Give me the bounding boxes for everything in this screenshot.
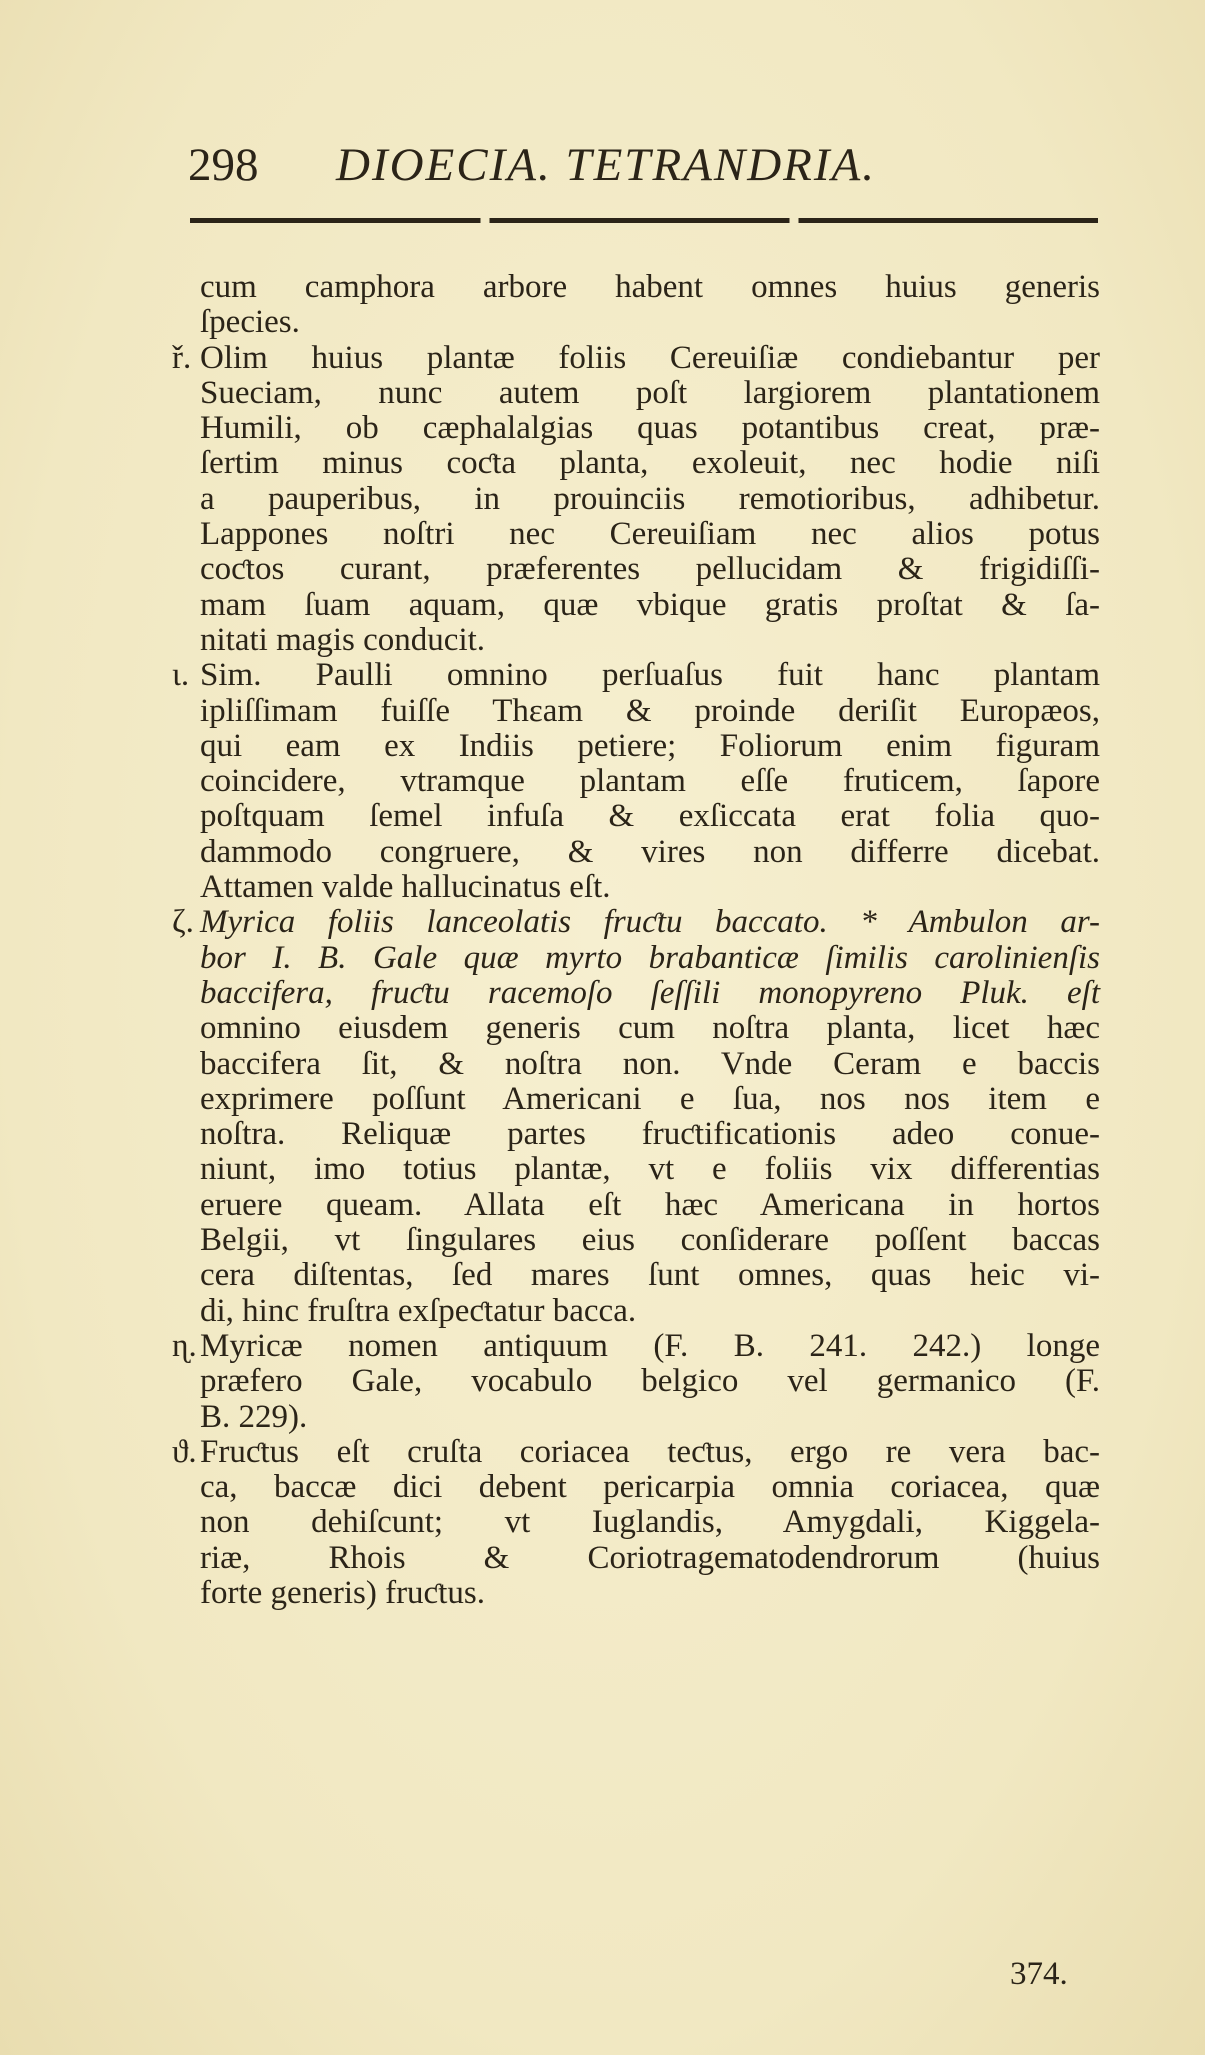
header-rule — [190, 218, 1098, 223]
page-header — [188, 130, 1103, 200]
text-line — [172, 1327, 1100, 1364]
text-line — [200, 1541, 1100, 1576]
text-line — [200, 729, 1100, 764]
line-text: baccifera ſit, & noſtra non. Vnde Ceram e baccis — [200, 1045, 1100, 1082]
line-text: Myricæ nomen antiquum (F. B. 241. 242.) longe — [200, 1327, 1100, 1364]
text-line — [200, 1117, 1100, 1152]
text-line — [200, 1188, 1100, 1223]
text-line — [200, 976, 1100, 1011]
note-marker: ɩ. — [172, 657, 190, 694]
line-text: ca, baccæ dici debent pericarpia omnia coriacea, quæ — [200, 1469, 1100, 1506]
line-text: mam ſuam aquam, quæ vbique gratis proſtat & ſa- — [200, 586, 1100, 623]
line-text: cera diſtentas, ſed mares ſunt omnes, quas heic vi- — [200, 1257, 1100, 1294]
text-line — [200, 270, 1100, 305]
line-text: omnino eiusdem generis cum noſtra planta, licet hæc — [200, 1010, 1100, 1047]
text-line — [200, 694, 1100, 729]
line-text: ipliſſimam fuiſſe Thεam & proinde deriſit Europæos, — [200, 692, 1100, 729]
line-text: eruere queam. Allata eſt hæc Americana in hortos — [200, 1186, 1100, 1223]
line-text: baccifera, fruƈtu racemoſo ſeſſili monopyreno Pluk. eſt — [200, 974, 1100, 1011]
line-text: præfero Gale, vocabulo belgico vel germanico (F. — [200, 1363, 1100, 1400]
text-line — [200, 517, 1100, 552]
signature-mark: 374. — [1010, 1956, 1068, 1992]
text-line — [200, 870, 1100, 905]
text-line — [200, 764, 1100, 799]
line-text: poſtquam ſemel infuſa & exſiccata erat folia quo- — [200, 798, 1100, 835]
line-text: B. 229). — [200, 1398, 308, 1435]
paragraph — [172, 657, 1100, 906]
line-text: niunt, imo totius plantæ, vt e foliis vix differentias — [200, 1151, 1100, 1188]
text-line — [200, 1047, 1100, 1082]
line-text: di, hinc fruſtra exſpeƈtatur bacca. — [200, 1292, 637, 1329]
line-text: Myrica foliis lanceolatis fruƈtu baccato. * Ambulon ar- — [200, 904, 1100, 941]
note-marker: ɳ. — [172, 1327, 197, 1364]
line-text: bor I. B. Gale quæ myrto brabanticæ ſimilis carolinienſis — [200, 939, 1100, 976]
text-line — [172, 1433, 1100, 1470]
text-line — [172, 904, 1100, 941]
line-text: Olim huius plantæ foliis Cereuiſiæ condiebantur per — [200, 339, 1100, 376]
text-line — [200, 1400, 1100, 1435]
text-line — [200, 1470, 1100, 1505]
note-marker: ř. — [172, 339, 192, 376]
paragraph — [172, 1327, 1100, 1435]
line-text: ſpecies. — [200, 304, 300, 341]
paragraph — [172, 1433, 1100, 1611]
text-line — [200, 1576, 1100, 1611]
text-line — [200, 482, 1100, 517]
text-body — [172, 269, 1100, 1611]
line-text: cum camphora arbore habent omnes huius generis — [200, 269, 1100, 305]
line-text: coƈtos curant, præferentes pellucidam & frigidiſſi- — [200, 551, 1100, 588]
line-text: Fruƈtus eſt cruſta coriacea teƈtus, ergo re vera bac- — [200, 1433, 1100, 1470]
text-line — [200, 376, 1100, 411]
text-line — [200, 1258, 1100, 1293]
line-text: noſtra. Reliquæ partes fruƈtificationis adeo conue- — [200, 1116, 1100, 1153]
line-text: Humili, ob cæphalalgias quas potantibus creat, præ- — [200, 410, 1100, 447]
line-text: qui eam ex Indiis petiere; Foliorum enim figuram — [200, 727, 1100, 764]
text-line — [200, 941, 1100, 976]
line-text: forte generis) fruƈtus. — [200, 1574, 485, 1611]
text-line — [200, 411, 1100, 446]
line-text: Sueciam, nunc autem poſt largiorem plantationem — [200, 374, 1100, 411]
text-line — [200, 1082, 1100, 1117]
running-title: DIOECIA. TETRANDRIA. — [336, 139, 876, 191]
note-marker: ζ. — [172, 904, 194, 941]
line-text: exprimere poſſunt Americani e ſua, nos nos item e — [200, 1080, 1100, 1117]
line-text: dammodo congruere, & vires non differre dicebat. — [200, 833, 1100, 870]
paragraph — [200, 270, 1100, 341]
text-line — [200, 1294, 1100, 1329]
text-line — [200, 1152, 1100, 1187]
text-line — [200, 623, 1100, 658]
text-line — [172, 657, 1100, 694]
text-line — [172, 339, 1100, 376]
note-marker: ϑ. — [172, 1433, 197, 1470]
page-number: 298 — [188, 139, 259, 191]
text-line — [200, 1505, 1100, 1540]
text-line — [200, 588, 1100, 623]
text-line — [200, 552, 1100, 587]
text-line — [200, 799, 1100, 834]
text-line — [200, 835, 1100, 870]
text-line — [200, 1223, 1100, 1258]
line-text: Attamen valde hallucinatus eſt. — [200, 869, 611, 906]
text-line — [200, 1011, 1100, 1046]
paragraph — [172, 904, 1100, 1329]
line-text: nitati magis conducit. — [200, 621, 486, 658]
paragraph — [172, 339, 1100, 659]
line-text: coincidere, vtramque plantam eſſe fruticem, ſapore — [200, 763, 1100, 800]
line-text: Belgii, vt ſingulares eius conſiderare poſſent baccas — [200, 1222, 1100, 1259]
text-line — [200, 1364, 1100, 1399]
line-text: a pauperibus, in prouinciis remotioribus, adhibetur. — [200, 480, 1100, 517]
line-text: non dehiſcunt; vt Iuglandis, Amygdali, Kiggela- — [200, 1504, 1100, 1541]
line-text: Lappones noſtri nec Cereuiſiam nec alios potus — [200, 516, 1100, 553]
line-text: ſertim minus coƈta planta, exoleuit, nec hodie niſi — [200, 445, 1100, 482]
line-text: riæ, Rhois & Coriotragematodendrorum (huius — [200, 1539, 1100, 1576]
text-line — [200, 446, 1100, 481]
text-line — [200, 305, 1100, 340]
line-text: Sim. Paulli omnino perſuaſus fuit hanc plantam — [200, 657, 1100, 694]
